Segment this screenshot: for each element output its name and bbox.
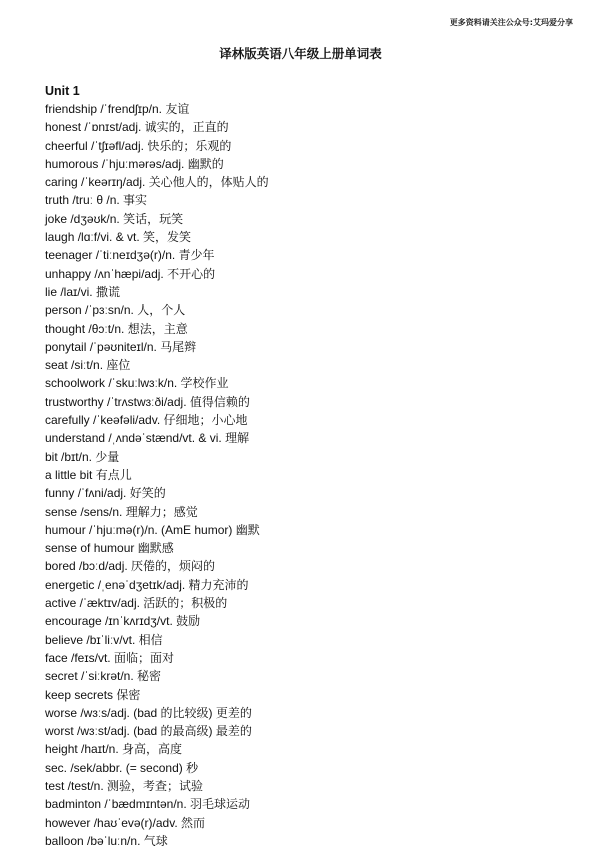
vocabulary-entry (45, 503, 591, 521)
vocabulary-entry (45, 356, 591, 374)
vocabulary-entry (45, 466, 591, 484)
vocabulary-entry-text: trustworthy /ˈtrʌstwɜːði/adj. 值得信赖的 (45, 394, 250, 409)
vocabulary-entry-text: worse /wɜːs/adj. (bad 的比较级) 更差的 (45, 705, 252, 720)
vocabulary-entry-text: bit /bɪt/n. 少量 (45, 449, 120, 464)
vocabulary-entry-text: badminton /ˈbædmɪntən/n. 羽毛球运动 (45, 797, 251, 812)
vocabulary-entry-text: worst /wɜːst/adj. (bad 的最高级) 最差的 (45, 724, 252, 739)
unit-heading: Unit 1 (45, 84, 80, 98)
vocabulary-entry-text: lie /laɪ/vi. 撒谎 (45, 284, 120, 299)
vocabulary-entry (45, 722, 591, 740)
vocabulary-entry (45, 594, 591, 612)
vocabulary-entry-text: face /feɪs/vt. 面临；面对 (45, 650, 174, 665)
vocabulary-entry-text: funny /ˈfʌni/adj. 好笑的 (45, 486, 166, 501)
vocabulary-entry (45, 704, 591, 722)
vocabulary-entry-text: truth /truː θ /n. 事实 (45, 193, 148, 208)
vocabulary-entry (45, 137, 591, 155)
vocabulary-entry-text: person /ˈpɜːsn/n. 人，个人 (45, 303, 186, 318)
vocabulary-entry-text: energetic /ˌenəˈdʒetɪk/adj. 精力充沛的 (45, 577, 249, 592)
vocabulary-entry (45, 631, 591, 649)
vocabulary-entry-text: ponytail /ˈpəʊniteɪl/n. 马尾辫 (45, 339, 197, 354)
vocabulary-entry (45, 484, 591, 502)
vocabulary-entry-text: humorous /ˈhjuːmərəs/adj. 幽默的 (45, 156, 224, 171)
vocabulary-entry (45, 576, 591, 594)
vocabulary-entry (45, 557, 591, 575)
vocabulary-entry (45, 521, 591, 539)
vocabulary-entry (45, 283, 591, 301)
vocabulary-entry-text: secret /ˈsiːkrət/n. 秘密 (45, 669, 162, 684)
vocabulary-entry-text: keep secrets 保密 (45, 687, 141, 702)
vocabulary-entry (45, 210, 591, 228)
vocabulary-entry (45, 795, 591, 813)
vocabulary-entry-text: sense of humour 幽默感 (45, 541, 174, 556)
vocabulary-entry-text: balloon /bəˈluːn/n. 气球 (45, 833, 168, 848)
vocabulary-entry (45, 686, 591, 704)
vocabulary-entry-text: however /haʊˈevə(r)/adv. 然而 (45, 815, 205, 830)
vocabulary-entry (45, 100, 591, 118)
vocabulary-entry-text: seat /siːt/n. 座位 (45, 358, 131, 373)
vocabulary-entry (45, 667, 591, 685)
vocabulary-entry (45, 374, 591, 392)
vocabulary-entry-text: friendship /ˈfrendʃɪp/n. 友谊 (45, 102, 190, 116)
page-title: 译林版英语八年级上册单词表 (219, 46, 382, 61)
vocabulary-entry (45, 411, 591, 429)
vocabulary-entry-text: laugh /lɑːf/vi. & vt. 笑，发笑 (45, 230, 192, 245)
vocabulary-entry-text: humour /ˈhjuːmə(r)/n. (AmE humor) 幽默 (45, 522, 260, 537)
vocabulary-entry-text: height /haɪt/n. 身高，高度 (45, 742, 182, 757)
vocabulary-list (45, 100, 591, 850)
vocabulary-entry (45, 612, 591, 630)
vocabulary-entry (45, 393, 591, 411)
vocabulary-entry-text: cheerful /ˈtʃɪəfl/adj. 快乐的；乐观的 (45, 138, 232, 153)
vocabulary-entry-text: test /test/n. 测验，考查；试验 (45, 778, 204, 793)
vocabulary-entry-text: teenager /ˈtiːneɪdʒə(r)/n. 青少年 (45, 248, 215, 263)
vocabulary-entry-text: understand /ˌʌndəˈstænd/vt. & vi. 理解 (45, 431, 250, 446)
vocabulary-entry (45, 429, 591, 447)
vocabulary-entry-text: carefully /ˈkeəfəli/adv. 仔细地；小心地 (45, 413, 248, 428)
vocabulary-entry-text: sec. /sek/abbr. (= second) 秒 (45, 760, 199, 775)
vocabulary-entry (45, 777, 591, 795)
vocabulary-entry (45, 338, 591, 356)
vocabulary-entry-text: thought /θɔːt/n. 想法，主意 (45, 321, 188, 336)
vocabulary-entry (45, 539, 591, 557)
vocabulary-entry-text: caring /ˈkeərɪŋ/adj. 关心他人的，体贴人的 (45, 175, 269, 190)
vocabulary-entry-text: joke /dʒəʊk/n. 笑话，玩笑 (45, 211, 184, 226)
vocabulary-entry-text: believe /bɪˈliːv/vt. 相信 (45, 632, 163, 647)
vocabulary-entry (45, 832, 591, 850)
vocabulary-entry (45, 814, 591, 832)
vocabulary-entry-text: a little bit 有点儿 (45, 467, 132, 482)
header-note: 更多资料请关注公众号:艾玛爱分享 (449, 18, 573, 27)
vocabulary-entry (45, 191, 591, 209)
vocabulary-entry (45, 320, 591, 338)
vocabulary-entry (45, 649, 591, 667)
vocabulary-entry (45, 173, 591, 191)
vocabulary-entry-text: sense /sens/n. 理解力；感觉 (45, 504, 198, 519)
vocabulary-entry (45, 740, 591, 758)
vocabulary-entry (45, 118, 591, 136)
vocabulary-entry (45, 448, 591, 466)
vocabulary-entry (45, 228, 591, 246)
vocabulary-entry (45, 301, 591, 319)
vocabulary-entry-text: encourage /ɪnˈkʌrɪdʒ/vt. 鼓励 (45, 614, 201, 629)
vocabulary-entry-text: bored /bɔːd/adj. 厌倦的，烦闷的 (45, 559, 216, 574)
vocabulary-entry-text: active /ˈæktɪv/adj. 活跃的；积极的 (45, 596, 228, 611)
vocabulary-entry (45, 246, 591, 264)
vocabulary-entry-text: schoolwork /ˈskuːlwɜːk/n. 学校作业 (45, 376, 229, 391)
vocabulary-entry (45, 265, 591, 283)
vocabulary-entry (45, 759, 591, 777)
vocabulary-entry-text: honest /ˈɒnɪst/adj. 诚实的，正直的 (45, 120, 229, 135)
vocabulary-entry-text: unhappy /ʌnˈhæpi/adj. 不开心的 (45, 266, 216, 281)
vocabulary-entry (45, 155, 591, 173)
